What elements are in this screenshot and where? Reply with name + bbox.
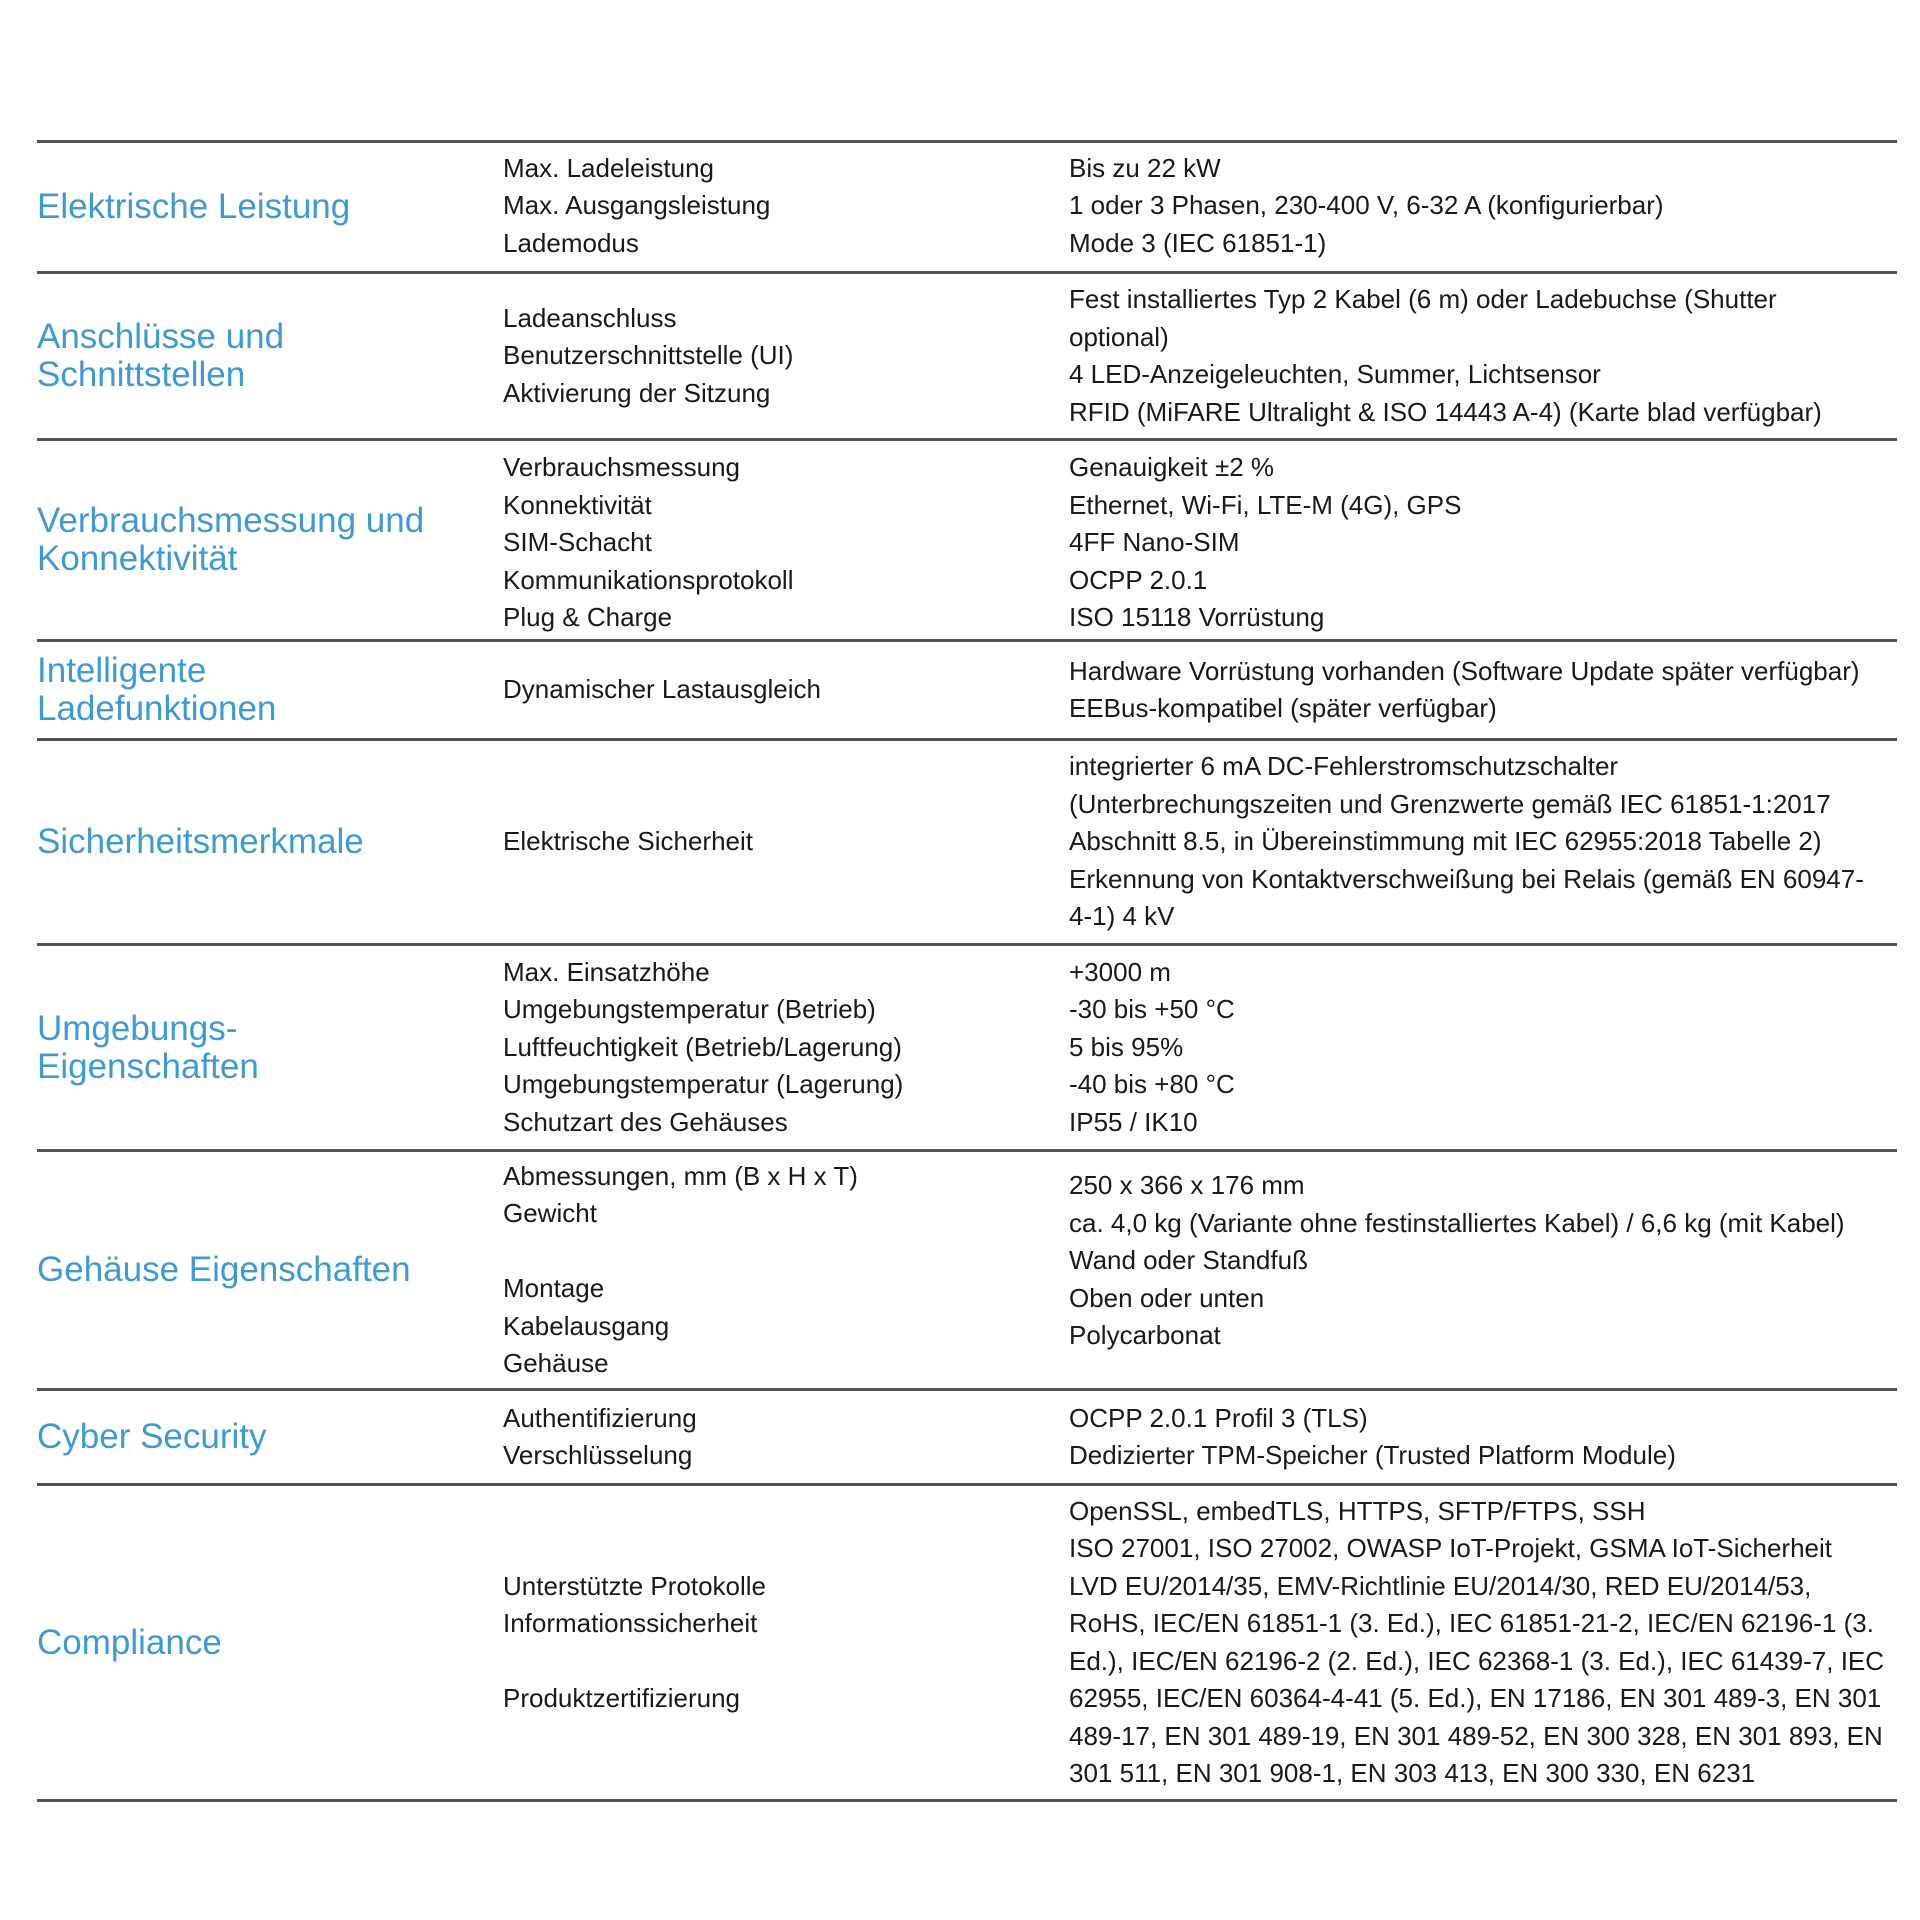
spec-value: 4 LED-Anzeigeleuchten, Summer, Lichtsensor	[1069, 359, 1601, 389]
category-title	[37, 502, 503, 578]
spec-value: LVD EU/2014/35, EMV-Richtlinie EU/2014/30, RED EU/2014/53,	[1069, 1570, 1812, 1601]
spec-value: (Unterbrechungszeiten und Grenzwerte gemäß IEC 61851-1:2017	[1069, 788, 1831, 819]
spec-label: Max. Einsatzhöhe	[503, 956, 710, 987]
category-line: Gehäuse Eigenschaften	[37, 1250, 411, 1289]
spec-value: Ed.), IEC/EN 62196-2 (2. Ed.), IEC 62368-1 (3. Ed.), IEC 61439-7, IEC	[1069, 1645, 1885, 1676]
value-column	[1069, 748, 1897, 936]
category-title	[37, 823, 503, 861]
category-title	[37, 1624, 503, 1662]
spec-label: Elektrische Sicherheit	[503, 826, 753, 857]
spec-value: ISO 15118 Vorrüstung	[1069, 602, 1325, 633]
category-line: Intelligente	[37, 651, 207, 690]
label-column	[503, 671, 1069, 709]
spec-label: Max. Ausgangsleistung	[503, 190, 771, 221]
value-column	[1069, 443, 1897, 637]
spec-label: Abmessungen, mm (B x H x T)	[503, 1160, 858, 1191]
spec-label: Gehäuse	[503, 1348, 609, 1378]
section-gehaeuse-eigenschaften	[37, 1152, 1897, 1388]
spec-value: 1 oder 3 Phasen, 230-400 V, 6-32 A (konfigurierbar)	[1069, 190, 1664, 221]
spec-label: Konnektivität	[503, 489, 652, 520]
spec-value: EEBus-kompatibel (später verfügbar)	[1069, 693, 1497, 723]
spec-label: Umgebungstemperatur (Betrieb)	[503, 994, 876, 1025]
spec-label: Dynamischer Lastausgleich	[503, 674, 821, 705]
spec-label: Ladeanschluss	[503, 302, 677, 333]
category-title	[37, 1251, 503, 1289]
spec-value: Erkennung von Kontaktverschweißung bei Relais (gemäß EN 60947-	[1069, 863, 1864, 894]
spec-label: Plug & Charge	[503, 602, 673, 633]
spec-value: -30 bis +50 °C	[1069, 994, 1235, 1025]
category-line: Sicherheitsmerkmale	[37, 822, 364, 861]
spec-label: Authentifizierung	[503, 1402, 697, 1433]
category-line: Eigenschaften	[37, 1046, 259, 1086]
spec-value: 5 bis 95%	[1069, 1031, 1184, 1062]
spec-label: Verbrauchsmessung	[503, 452, 741, 483]
value-column	[1069, 1400, 1897, 1475]
value-column	[1069, 146, 1897, 269]
section-intelligente-ladefunktionen	[37, 642, 1897, 738]
category-line: Cyber Security	[37, 1417, 267, 1456]
category-line: Konnektivität	[37, 539, 238, 578]
category-title	[37, 1010, 503, 1086]
spec-value: Abschnitt 8.5, in Übereinstimmung mit IEC 62955:2018 Tabelle 2)	[1069, 826, 1822, 857]
spec-label: Schutzart des Gehäuses	[503, 1106, 788, 1137]
spec-value: Polycarbonat	[1069, 1320, 1221, 1351]
spec-value: 4-1) 4 kV	[1069, 901, 1175, 932]
value-column	[1069, 1493, 1897, 1793]
label-column	[503, 1158, 1069, 1383]
spec-value: Hardware Vorrüstung vorhanden (Software Update später verfügbar)	[1069, 655, 1860, 686]
spec-value: 62955, IEC/EN 60364-4-41 (5. Ed.), EN 17186, EN 301 489-3, EN 301	[1069, 1683, 1882, 1713]
spec-table	[37, 140, 1897, 1802]
spec-value: ISO 27001, ISO 27002, OWASP IoT-Projekt, GSMA IoT-Sicherheit	[1069, 1533, 1833, 1563]
spec-value: Mode 3 (IEC 61851-1)	[1069, 227, 1327, 258]
label-column	[503, 443, 1069, 637]
spec-value: Bis zu 22 kW	[1069, 152, 1221, 183]
spec-label: Lademodus	[503, 227, 639, 258]
spec-value: IP55 / IK10	[1069, 1106, 1198, 1137]
label-column	[503, 146, 1069, 269]
spec-value: OpenSSL, embedTLS, HTTPS, SFTP/FTPS, SSH	[1069, 1495, 1646, 1526]
spec-value: 301 511, EN 301 908-1, EN 303 413, EN 300 330, EN 6231	[1069, 1758, 1756, 1788]
spec-value: -40 bis +80 °C	[1069, 1069, 1235, 1100]
category-line: Compliance	[37, 1622, 222, 1662]
spec-label: Umgebungstemperatur (Lagerung)	[503, 1069, 904, 1100]
category-line: Schnittstellen	[37, 355, 246, 394]
spec-label: SIM-Schacht	[503, 527, 652, 558]
spec-value: Genauigkeit ±2 %	[1069, 452, 1275, 483]
label-column	[503, 954, 1069, 1142]
category-line: Umgebungs-	[37, 1008, 238, 1048]
label-column	[503, 1568, 1069, 1718]
divider	[37, 1799, 1897, 1802]
spec-value: 489-17, EN 301 489-19, EN 301 489-52, EN 300 328, EN 301 893, EN	[1069, 1720, 1883, 1751]
section-cyber-security	[37, 1391, 1897, 1483]
spec-label	[503, 1233, 1069, 1271]
spec-value: Dedizierter TPM-Speicher (Trusted Platform Module)	[1069, 1440, 1676, 1470]
spec-value: OCPP 2.0.1 Profil 3 (TLS)	[1069, 1402, 1368, 1433]
spec-label: Aktivierung der Sitzung	[503, 377, 771, 408]
section-verbrauchsmessung	[37, 441, 1897, 639]
spec-label: Gewicht	[503, 1198, 597, 1228]
spec-value: RFID (MiFARE Ultralight & ISO 14443 A-4) (Karte blad verfügbar)	[1069, 396, 1822, 427]
section-umgebungs-eigenschaften	[37, 946, 1897, 1149]
spec-label: Informationssicherheit	[503, 1608, 758, 1638]
label-column	[503, 823, 1069, 861]
spec-value: optional)	[1069, 321, 1169, 352]
spec-value: 4FF Nano-SIM	[1069, 527, 1240, 558]
spec-value: Oben oder unten	[1069, 1282, 1265, 1313]
spec-label: Verschlüsselung	[503, 1440, 693, 1470]
section-elektrische-leistung	[37, 143, 1897, 271]
category-line: Verbrauchsmessung und	[37, 501, 425, 540]
value-column	[1069, 1167, 1897, 1373]
value-column	[1069, 653, 1897, 728]
spec-value: Ethernet, Wi-Fi, LTE-M (4G), GPS	[1069, 489, 1462, 520]
section-compliance	[37, 1486, 1897, 1799]
label-column	[503, 1400, 1069, 1475]
spec-label: Benutzerschnittstelle (UI)	[503, 340, 794, 371]
spec-label: Kommunikationsprotokoll	[503, 564, 794, 595]
category-title	[37, 652, 503, 728]
spec-value: RoHS, IEC/EN 61851-1 (3. Ed.), IEC 61851-21-2, IEC/EN 62196-1 (3.	[1069, 1608, 1874, 1638]
label-column	[503, 300, 1069, 413]
spec-value: 250 x 366 x 176 mm	[1069, 1170, 1305, 1201]
category-line: Ladefunktionen	[37, 689, 277, 728]
spec-value: Wand oder Standfuß	[1069, 1245, 1308, 1276]
category-title	[37, 1418, 503, 1456]
spec-value: ca. 4,0 kg (Variante ohne festinstalliertes Kabel) / 6,6 kg (mit Kabel)	[1069, 1207, 1845, 1238]
section-anschluesse	[37, 274, 1897, 438]
spec-label: Montage	[503, 1273, 605, 1303]
spec-value: OCPP 2.0.1	[1069, 564, 1208, 595]
section-sicherheitsmerkmale	[37, 741, 1897, 943]
spec-label: Max. Ladeleistung	[503, 152, 715, 183]
spec-label: Produktzertifizierung	[503, 1683, 740, 1713]
spec-label	[503, 1643, 1069, 1681]
spec-value: integrierter 6 mA DC-Fehlerstromschutzschalter	[1069, 751, 1619, 782]
spec-label: Unterstützte Protokolle	[503, 1570, 767, 1601]
value-column	[1069, 954, 1897, 1142]
category-line: Elektrische Leistung	[37, 187, 351, 226]
category-title	[37, 188, 503, 226]
spec-label: Luftfeuchtigkeit (Betrieb/Lagerung)	[503, 1031, 902, 1062]
spec-value: +3000 m	[1069, 956, 1171, 987]
spec-value: Fest installiertes Typ 2 Kabel (6 m) oder Ladebuchse (Shutter	[1069, 284, 1777, 314]
value-column	[1069, 281, 1897, 431]
category-line: Anschlüsse und	[37, 317, 285, 356]
spec-label: Kabelausgang	[503, 1310, 670, 1341]
category-title	[37, 318, 503, 394]
